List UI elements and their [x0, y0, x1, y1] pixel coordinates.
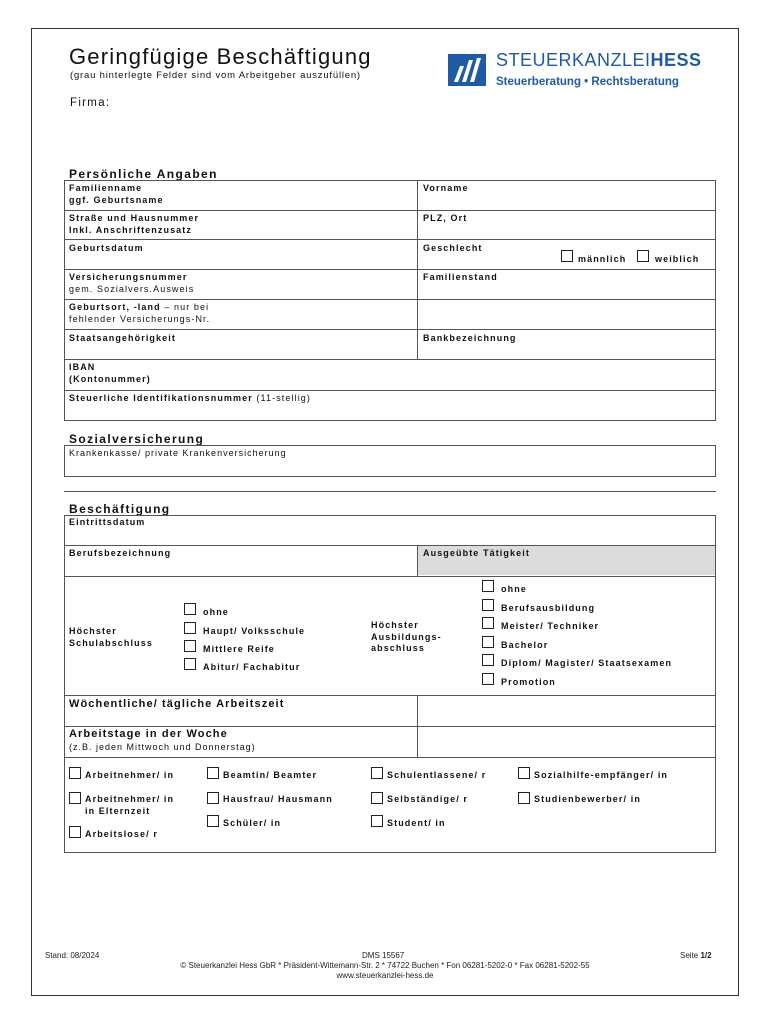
- logo-text-a: STEUERKANZLEI: [496, 50, 651, 70]
- footer-dms: DMS 15567: [362, 951, 405, 960]
- student-checkbox[interactable]: [371, 815, 383, 827]
- page-subtitle: (grau hinterlegte Felder sind vom Arbeitgeber auszufüllen): [70, 70, 361, 81]
- ausb-option-label: Bachelor: [501, 640, 549, 650]
- footer-stand: Stand: 08/2024: [45, 951, 100, 960]
- ausb-promotion-checkbox[interactable]: [482, 673, 494, 685]
- section-employment-heading: Beschäftigung: [69, 502, 171, 516]
- ausb-bachelor-checkbox[interactable]: [482, 636, 494, 648]
- ausb-ohne-checkbox[interactable]: [482, 580, 494, 592]
- berufsbezeichnung-label: Berufsbezeichnung: [69, 548, 172, 558]
- sozialhilfe-checkbox[interactable]: [518, 767, 530, 779]
- company-logo: [440, 44, 708, 96]
- firma-label: Firma:: [70, 97, 111, 109]
- hausfrau-label: Hausfrau/ Hausmann: [223, 794, 333, 804]
- vorname-label: Vorname: [423, 183, 469, 193]
- arbeitszeit-label: Wöchentliche/ tägliche Arbeitszeit: [69, 698, 285, 710]
- krankenkasse-label: Krankenkasse/ private Krankenversicherung: [69, 448, 287, 458]
- schul-abitur-checkbox[interactable]: [184, 658, 196, 670]
- schul-option-label: ohne: [203, 607, 229, 617]
- schulentlassene-label: Schulentlassene/ r: [387, 770, 487, 780]
- geschlecht-label: Geschlecht: [423, 243, 483, 253]
- maennlich-checkbox[interactable]: [561, 250, 573, 262]
- student-label: Student/ in: [387, 818, 446, 828]
- ausb-option-label: Diplom/ Magister/ Staatsexamen: [501, 658, 673, 668]
- schueler-checkbox[interactable]: [207, 815, 219, 827]
- ausb-diplom-checkbox[interactable]: [482, 654, 494, 666]
- beamtin-label: Beamtin/ Beamter: [223, 770, 318, 780]
- schul-mittlere-checkbox[interactable]: [184, 640, 196, 652]
- section-social-heading: Sozialversicherung: [69, 432, 205, 446]
- arbeitnehmer-elternzeit-checkbox[interactable]: [69, 792, 81, 804]
- eintrittsdatum-label: Eintrittsdatum: [69, 517, 146, 527]
- arbeitnehmer-label: Arbeitnehmer/ in: [85, 770, 175, 780]
- ausb-option-label: Berufsausbildung: [501, 603, 596, 613]
- familienstand-label: Familienstand: [423, 272, 498, 282]
- schul-haupt-checkbox[interactable]: [184, 622, 196, 634]
- familienname-label: Familienname ggf. Geburtsname: [69, 183, 164, 205]
- arbeitstage-label: Arbeitstage in der Woche: [69, 728, 228, 740]
- footer-address: © Steuerkanzlei Hess GbR * Präsident-Wittemann-Str. 2 * 74722 Buchen * Fon 06281-5202-0 * Fax 06281-5202-55: [180, 961, 590, 970]
- ausb-berufsausbildung-checkbox[interactable]: [482, 599, 494, 611]
- section-personal-heading: Persönliche Angaben: [69, 167, 218, 181]
- ausb-option-label: Promotion: [501, 677, 556, 687]
- section-divider: [64, 491, 716, 492]
- plz-ort-label: PLZ, Ort: [423, 213, 468, 223]
- footer-website[interactable]: www.steuerkanzlei-hess.de: [336, 971, 434, 980]
- arbeitslose-label: Arbeitslose/ r: [85, 829, 158, 839]
- studienbewerber-checkbox[interactable]: [518, 792, 530, 804]
- schueler-label: Schüler/ in: [223, 818, 282, 828]
- iban-label: IBAN (Kontonummer): [69, 362, 151, 384]
- steuer-id-label: Steuerliche Identifikationsnummer (11-stellig): [69, 393, 311, 403]
- arbeitstage-note: (z.B. jeden Mittwoch und Donnerstag): [69, 742, 256, 752]
- schulentlassene-checkbox[interactable]: [371, 767, 383, 779]
- strasse-label: Straße und Hausnummer Inkl. Anschriftenzusatz: [69, 213, 200, 235]
- ausb-meister-checkbox[interactable]: [482, 617, 494, 629]
- beamtin-checkbox[interactable]: [207, 767, 219, 779]
- arbeitnehmer-elternzeit-label: Arbeitnehmer/ in in Elternzeit: [85, 794, 175, 816]
- schulabschluss-label: Höchster Schulabschluss: [69, 626, 153, 648]
- page-title: Geringfügige Beschäftigung: [69, 44, 372, 69]
- footer-seite: Seite 1/2: [680, 951, 712, 960]
- schul-option-label: Mittlere Reife: [203, 644, 275, 654]
- selbstaendige-label: Selbständige/ r: [387, 794, 469, 804]
- selbstaendige-checkbox[interactable]: [371, 792, 383, 804]
- arbeitnehmer-checkbox[interactable]: [69, 767, 81, 779]
- geburtsort-label: Geburtsort, -land – nur bei fehlender Versicherungs-Nr.: [69, 302, 211, 324]
- staatsangehoerigkeit-label: Staatsangehörigkeit: [69, 333, 176, 343]
- versicherungsnummer-label: Versicherungsnummer gem. Sozialvers.Ausweis: [69, 272, 195, 294]
- schul-option-label: Abitur/ Fachabitur: [203, 662, 301, 672]
- logo-tagline: Steuerberatung • Rechtsberatung: [496, 76, 679, 88]
- bankbezeichnung-label: Bankbezeichnung: [423, 333, 517, 343]
- schul-option-label: Haupt/ Volksschule: [203, 626, 306, 636]
- maennlich-label: männlich: [578, 254, 627, 264]
- geburtsdatum-label: Geburtsdatum: [69, 243, 144, 253]
- ausgeuebte-label: Ausgeübte Tätigkeit: [423, 548, 530, 558]
- schul-ohne-checkbox[interactable]: [184, 603, 196, 615]
- studienbewerber-label: Studienbewerber/ in: [534, 794, 641, 804]
- hausfrau-checkbox[interactable]: [207, 792, 219, 804]
- ausb-option-label: ohne: [501, 584, 527, 594]
- arbeitslose-checkbox[interactable]: [69, 826, 81, 838]
- weiblich-label: weiblich: [655, 254, 700, 264]
- sozialhilfe-label: Sozialhilfe-empfänger/ in: [534, 770, 669, 780]
- ausbildung-label: Höchster Ausbildungs- abschluss: [371, 620, 442, 653]
- ausb-option-label: Meister/ Techniker: [501, 621, 600, 631]
- logo-text-b: HESS: [650, 50, 702, 70]
- weiblich-checkbox[interactable]: [637, 250, 649, 262]
